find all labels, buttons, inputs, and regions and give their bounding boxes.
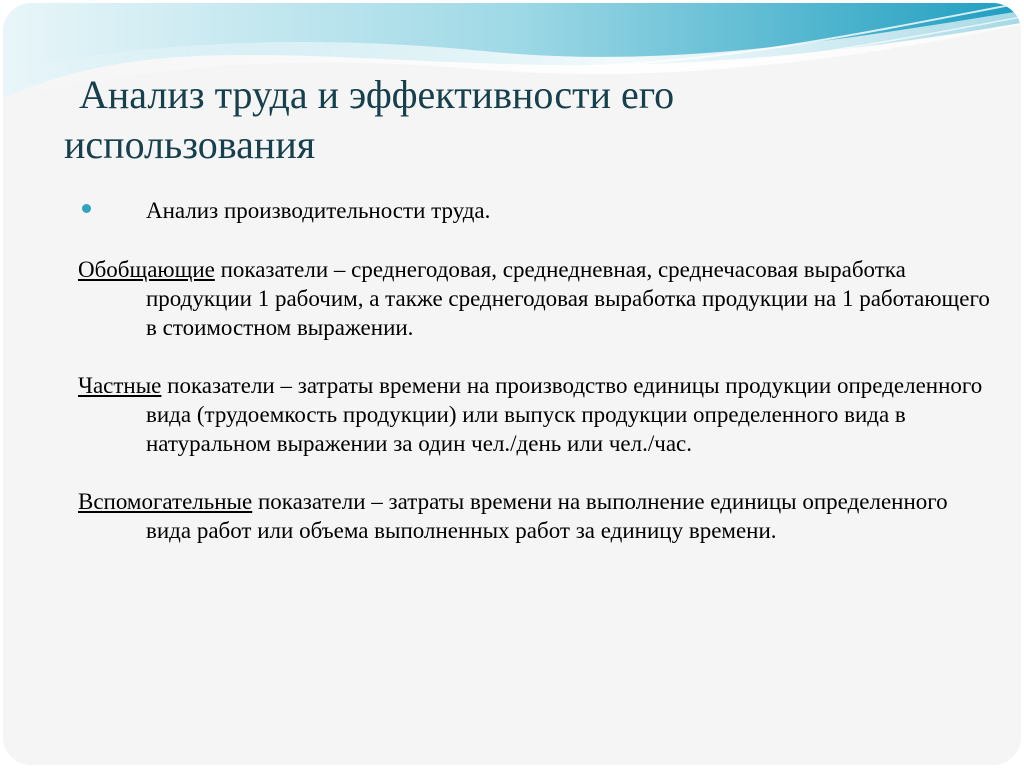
paragraph-text: показатели – среднегодовая, среднедневная, среднечасовая выработка продукции 1 рабочим, а также среднегодовая выработка продукции на 1 работающего в стоимостном выражении. [146,257,990,340]
paragraph-text: показатели – затраты времени на производство единицы продукции определенного вида (трудоемкость продукции) или выпуск продукции определенного вида в натуральном выражении за один чел./день или чел./час. [146,373,983,456]
bullet-text: Анализ производительности труда. [146,198,491,223]
term-partial: Частные [78,373,162,398]
slide-title-line1: Анализ труда и эффективности его [79,72,675,117]
slide-title-line2: использования [64,122,316,167]
paragraph-auxiliary-indicators [78,487,998,545]
paragraph-text: показатели – затраты времени на выполнение единицы определенного вида работ или объема выполненных работ за единицу времени. [146,489,948,543]
term-auxiliary: Вспомогательные [78,489,253,514]
term-general: Обобщающие [78,257,215,282]
slide-body [78,196,998,545]
bullet-item [78,196,998,225]
paragraph-partial-indicators [78,371,998,458]
bullet-dot-icon [82,204,91,213]
slide-title [64,70,964,170]
paragraph-general-indicators [78,255,998,342]
